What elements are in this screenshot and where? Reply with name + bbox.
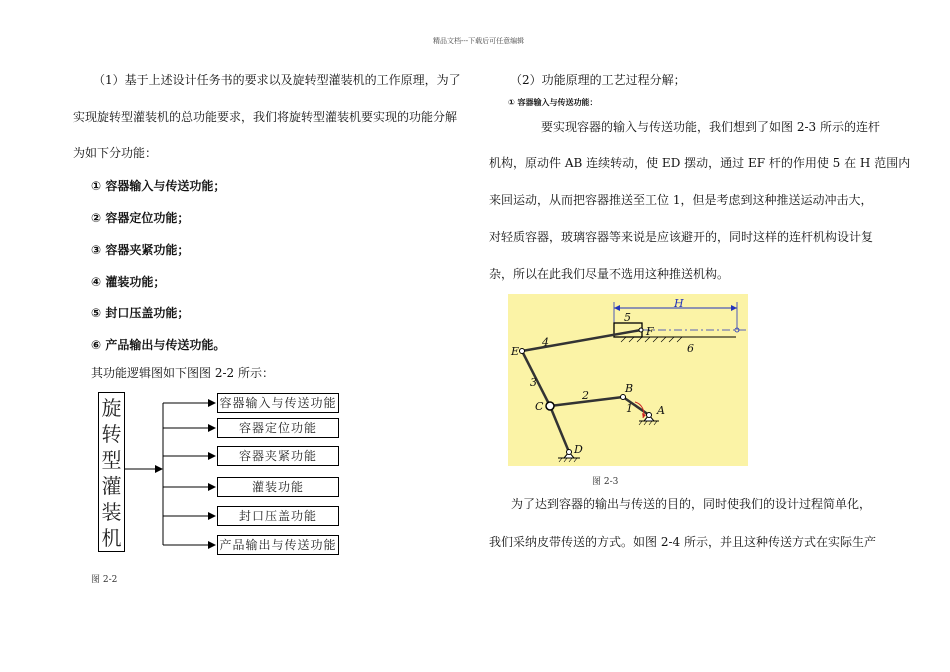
para2-line-2: 我们采纳皮带传送的方式。如图 2-4 所示，并且这种传送方式在实际生产 <box>489 535 876 549</box>
function-item-5: ⑤ 封口压盖功能； <box>91 306 190 320</box>
intro-line-2: 实现旋转型灌装机的总功能要求，我们将旋转型灌装机要实现的功能分解 <box>73 110 458 124</box>
linkage-mechanism-figure <box>508 294 748 466</box>
label-a: A <box>657 404 665 417</box>
intro-line-1: （1）基于上述设计任务书的要求以及旋转型灌装机的工作原理，为了 <box>93 73 461 87</box>
label-f: F <box>646 325 654 338</box>
function-box-5: 封口压盖功能 <box>217 506 339 526</box>
function-item-1: ① 容器输入与传送功能； <box>91 179 226 193</box>
label-2: 2 <box>582 389 589 402</box>
intro-line-3: 为如下分功能： <box>73 146 158 160</box>
function-item-3: ③ 容器夹紧功能； <box>91 243 190 257</box>
label-5: 5 <box>624 311 631 324</box>
function-logic-diagram <box>90 388 352 563</box>
logic-intro: 其功能逻辑图如下图图 2-2 所示： <box>91 366 274 380</box>
linkage-drawing <box>508 294 748 466</box>
figure-2-2-caption: 图 2-2 <box>91 575 118 585</box>
function-item-2: ② 容器定位功能； <box>91 211 190 225</box>
sub-title: ① 容器输入与传送功能： <box>508 98 598 107</box>
function-box-1: 容器输入与传送功能 <box>217 393 339 413</box>
para2-line-1: 为了达到容器的输出与传送的目的，同时使我们的设计过程简单化， <box>511 497 872 511</box>
label-1: 1 <box>626 402 633 415</box>
label-3: 3 <box>530 376 537 389</box>
function-box-2: 容器定位功能 <box>217 418 339 438</box>
header-note: 精品文档---下载后可任意编辑 <box>433 37 525 45</box>
figure-2-3-caption: 图 2-3 <box>592 477 619 487</box>
label-6: 6 <box>687 342 694 355</box>
label-b: B <box>625 382 634 395</box>
para1-line-1: 要实现容器的输入与传送功能，我们想到了如图 2-3 所示的连杆 <box>541 120 880 134</box>
machine-char: 机 <box>101 526 122 550</box>
para1-line-3: 来回运动，从而把容器推送至工位 1，但是考虑到这种推送运动冲击大， <box>489 193 873 207</box>
label-4: 4 <box>542 336 549 349</box>
machine-char: 装 <box>101 500 122 524</box>
function-item-6: ⑥ 产品输出与传送功能。 <box>91 338 226 352</box>
function-box-3: 容器夹紧功能 <box>217 446 339 466</box>
function-item-4: ④ 灌装功能； <box>91 275 166 289</box>
machine-char: 转 <box>101 422 122 446</box>
label-h: H <box>674 297 684 310</box>
machine-char: 旋 <box>101 396 122 420</box>
label-e: E <box>511 345 520 358</box>
function-box-6: 产品输出与传送功能 <box>217 535 339 555</box>
section-title: （2）功能原理的工艺过程分解； <box>510 73 686 87</box>
machine-char: 型 <box>101 448 122 472</box>
para1-line-2: 机构，原动件 AB 连续转动，使 ED 摆动，通过 EF 杆的作用使 5 在 H 范围内 <box>489 156 911 170</box>
para1-line-4: 对轻质容器，玻璃容器等来说是应该避开的，同时这样的连杆机构设计复 <box>489 230 874 244</box>
machine-char: 灌 <box>101 474 122 498</box>
para1-line-5: 杂，所以在此我们尽量不选用这种推送机构。 <box>489 267 730 281</box>
label-c: C <box>535 400 544 413</box>
function-box-4: 灌装功能 <box>217 477 339 497</box>
label-d: D <box>574 443 583 456</box>
